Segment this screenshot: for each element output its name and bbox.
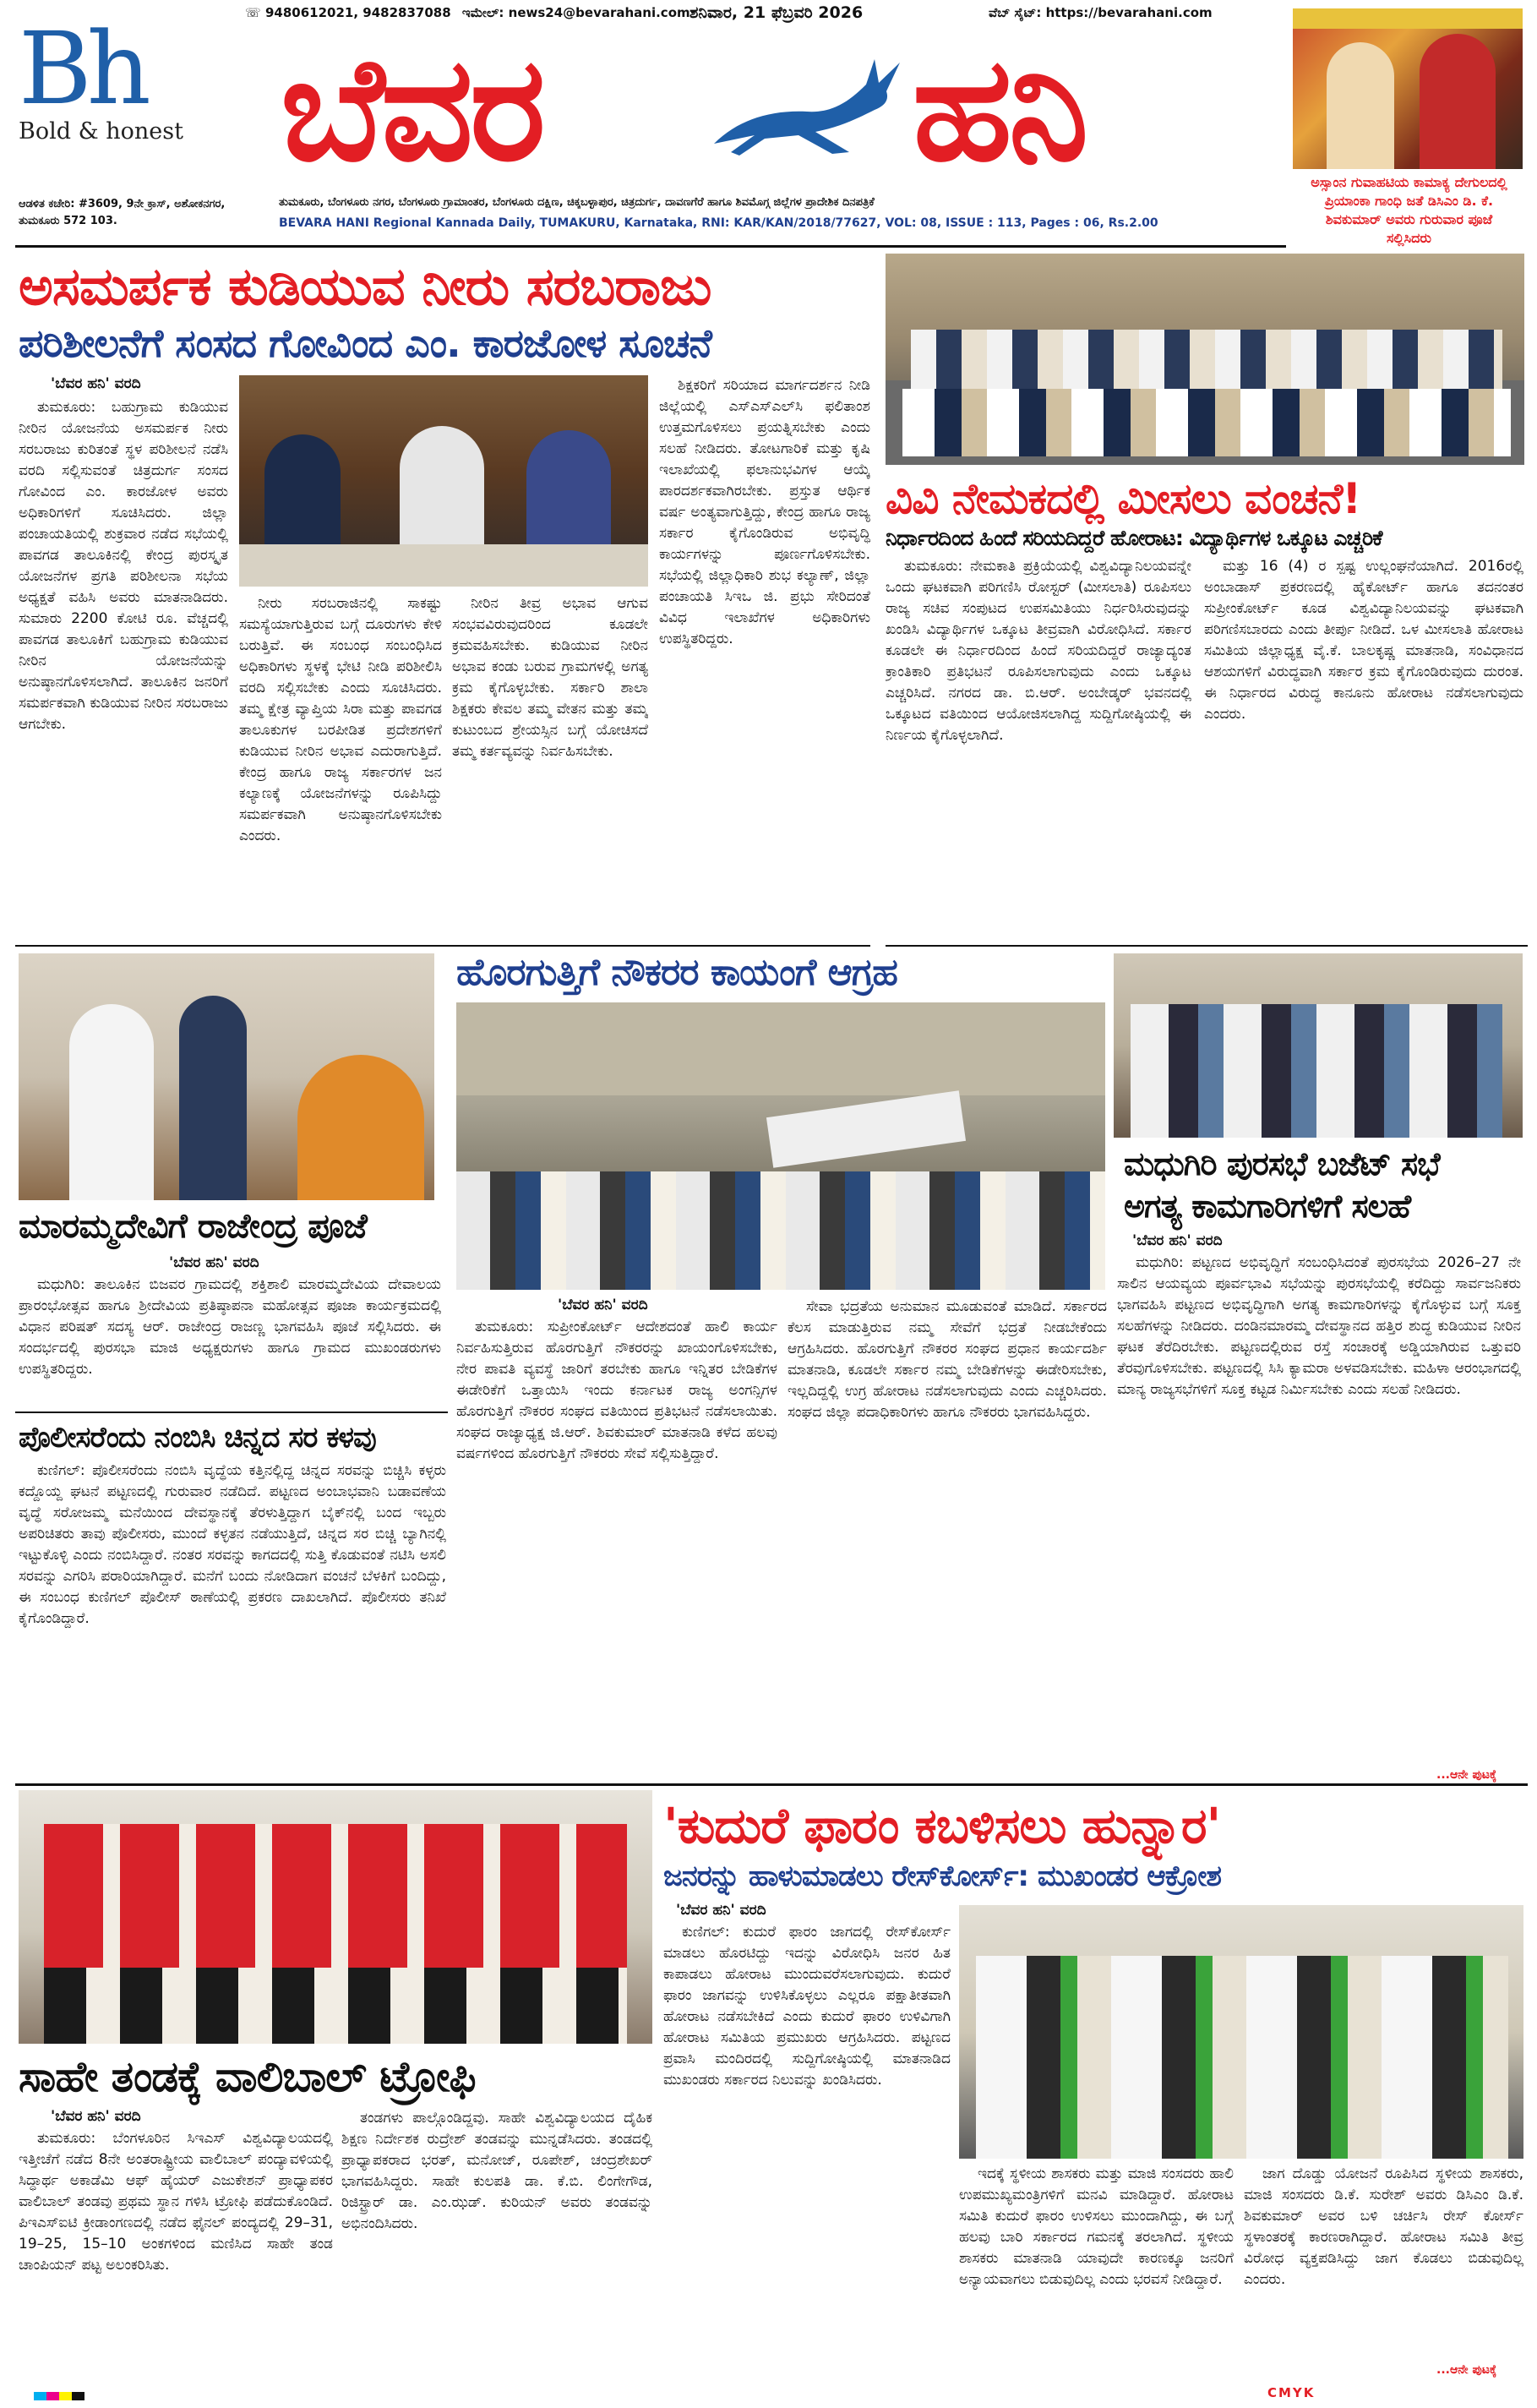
- footer-cmyk: CMYK: [1267, 2385, 1316, 2400]
- story3-photo-puja: [19, 953, 434, 1200]
- story2-col2-text: ಮತ್ತು 16 (4) ರ ಸ್ಪಷ್ಟ ಉಲ್ಲಂಘನೆಯಾಗಿದೆ. 2016ರಲ್ಲಿ ಅಂಬಾಡಾಸ್ ಪ್ರಕರಣದಲ್ಲಿ ಹೈಕೋರ್ಟ್ ಹಾಗೂ ತದನಂತರ ಸುಪ್ರೀಂಕೋರ್ಟ್ ಕೂಡ ವಿಶ್ವವಿದ್ಯಾನಿಲಯವನ್ನು ಘಟಕವಾಗಿ ಪರಿಗಣಿಸಬಾರದು ಎಂದು ತೀರ್ಪು ನೀಡಿದೆ. ಒಳ ಮೀಸಲಾತಿ ಹೋರಾಟ ಸಮಿತಿಯ ಜಿಲ್ಲಾಧ್ಯಕ್ಷ ವೈ.ಕೆ. ಬಾಲಕೃಷ್ಣ ಮಾತನಾಡಿ, ಸಂವಿಧಾನದ ಆಶಯಗಳಿಗೆ ವಿರುದ್ಧವಾಗಿ ಸರ್ಕಾರ ಕ್ರಮ ಕೈಗೊಂಡಿರುವುದು ದುರಂತ. ಈ ನಿರ್ಧಾರದ ವಿರುದ್ಧ ಕಾನೂನು ಹೋರಾಟ ನಡೆಸಲಾಗುವುದು ಎಂದರು.: [1204, 558, 1523, 723]
- story4-column-2: [788, 1297, 1107, 1753]
- story8-continue: ...ಆನೇ ಪುಟಕ್ಕೆ: [1436, 2363, 1497, 2377]
- title-right: ಹನಿ: [913, 26, 1086, 194]
- masthead-divider: [15, 245, 1286, 248]
- story8-column-1: [663, 1922, 951, 2336]
- story4-byline: 'ಬೆವರ ಹನಿ' ವರದಿ: [558, 1297, 648, 1313]
- story4-column-1: [456, 1317, 777, 1756]
- story8-column-3: [1244, 2164, 1523, 2358]
- lead-col4-text: ಶಿಕ್ಷಕರಿಗೆ ಸರಿಯಾದ ಮಾರ್ಗದರ್ಶನ ನೀಡಿ ಜಿಲ್ಲೆಯಲ್ಲಿ ಎಸ್‌ಎಸ್‌ಎಲ್‌ಸಿ ಫಲಿತಾಂಶ ಉತ್ತಮಗೊಳಿಸಲು ಪ್ರಯತ್ನಿಸಬೇಕು ಎಂದು ಸಲಹೆ ನೀಡಿದರು. ತೋಟಗಾರಿಕೆ ಮತ್ತು ಕೃಷಿ ಇಲಾಖೆಯಲ್ಲಿ ಫಲಾನುಭವಿಗಳ ಆಯ್ಕೆ ಪಾರದರ್ಶಕವಾಗಿರಬೇಕು. ಪ್ರಸ್ತುತ ಆರ್ಥಿಕ ವರ್ಷ ಅಂತ್ಯವಾಗುತ್ತಿದ್ದು, ಕೇಂದ್ರ ಹಾಗೂ ರಾಜ್ಯ ಸರ್ಕಾರ ಕೈಗೊಂಡಿರುವ ಅಭಿವೃದ್ಧಿ ಕಾರ್ಯಗಳನ್ನು ಪೂರ್ಣಗೊಳಿಸಬೇಕು. ಸಭೆಯಲ್ಲಿ ಜಿಲ್ಲಾಧಿಕಾರಿ ಶುಭ ಕಲ್ಯಾಣ್, ಜಿಲ್ಲಾ ಪಂಚಾಯತಿ ಸಿಇಒ ಜಿ. ಪ್ರಭು ಸೇರಿದಂತೆ ವಿವಿಧ ಇಲಾಖೆಗಳ ಅಧಿಕಾರಿಗಳು ಉಪಸ್ಥಿತರಿದ್ದರು.: [659, 377, 870, 647]
- story5-byline: 'ಬೆವರ ಹನಿ' ವರದಿ: [1132, 1232, 1223, 1249]
- phone-icon: ☏: [245, 5, 265, 20]
- group-photo-students: [886, 254, 1524, 465]
- story6-body: ಕುಣಿಗಲ್: ಪೊಲೀಸರೆಂದು ನಂಬಿಸಿ ವೃದ್ಧೆಯ ಕತ್ತಿನಲ್ಲಿದ್ದ ಚಿನ್ನದ ಸರವನ್ನು ಬಿಚ್ಚಿಸಿ ಕಳ್ಳರು ಕದ್ದೊಯ್ದ ಘಟನೆ ಪಟ್ಟಣದಲ್ಲಿ ಗುರುವಾರ ನಡೆದಿದೆ. ಪಟ್ಟಣದ ಅಂಬಾಭವಾನಿ ಬಡಾವಣೆಯ ವೃದ್ಧೆ ಸರೋಜಮ್ಮ ಮನೆಯಿಂದ ದೇವಸ್ಥಾನಕ್ಕೆ ತೆರಳುತ್ತಿದ್ದಾಗ ಬೈಕ್‌ನಲ್ಲಿ ಬಂದ ಇಬ್ಬರು ಅಪರಿಚಿತರು ತಾವು ಪೊಲೀಸರು, ಮುಂದೆ ಕಳ್ಳತನ ನಡೆಯುತ್ತಿದೆ, ಚಿನ್ನದ ಸರ ಬಿಚ್ಚಿ ಬ್ಯಾಗಿನಲ್ಲಿ ಇಟ್ಟುಕೊಳ್ಳಿ ಎಂದು ನಂಬಿಸಿದ್ದಾರೆ. ನಂತರ ಸರವನ್ನು ಕಾಗದದಲ್ಲಿ ಸುತ್ತಿ ಕೊಡುವಂತೆ ನಟಿಸಿ ಅಸಲಿ ಸರವನ್ನು ಎಗರಿಸಿ ಪರಾರಿಯಾಗಿದ್ದಾರೆ. ಮನೆಗೆ ಬಂದು ನೋಡಿದಾಗ ವಂಚನೆ ಬೆಳಕಿಗೆ ಬಂದಿದ್ದು, ಈ ಸಂಬಂಧ ಕುಣಿಗಲ್ ಪೊಲೀಸ್ ಠಾಣೆಯಲ್ಲಿ ಪ್ರಕರಣ ದಾಖಲಾಗಿದೆ. ಪೊಲೀಸರು ತನಿಖೆ ಕೈಗೊಂಡಿದ್ದಾರೆ.: [19, 1462, 446, 1627]
- lead-col3-text: ನೀರಿನ ತೀವ್ರ ಅಭಾವ ಆಗುವ ಸಂಭವವಿರುವುದರಿಂದ ಕೂಡಲೇ ಕ್ರಮವಹಿಸಬೇಕು. ಕುಡಿಯುವ ನೀರಿನ ಅಭಾವ ಕಂಡು ಬರುವ ಗ್ರಾಮಗಳಲ್ಲಿ ಅಗತ್ಯ ಕ್ರಮ ಕೈಗೊಳ್ಳಬೇಕು. ಸರ್ಕಾರಿ ಶಾಲಾ ಶಿಕ್ಷಕರು ಕೇವಲ ತಮ್ಮ ವೇತನ ಮತ್ತು ತಮ್ಮ ಕುಟುಂಬದ ಶ್ರೇಯಸ್ಸಿನ ಬಗ್ಗೆ ಯೋಚಿಸದೆ ತಮ್ಮ ಕರ್ತವ್ಯವನ್ನು ನಿರ್ವಹಿಸಬೇಕು.: [452, 595, 648, 760]
- color-bar: [34, 2392, 84, 2400]
- story6-text: [19, 1461, 446, 1782]
- story6-headline: ಪೊಲೀಸರೆಂದು ನಂಬಿಸಿ ಚಿನ್ನದ ಸರ ಕಳವು: [19, 1421, 376, 1455]
- story4-col2-text: ಸೇವಾ ಭದ್ರತೆಯ ಅನುಮಾನ ಮೂಡುವಂತೆ ಮಾಡಿದೆ. ಸರ್ಕಾರದ ಕೆಲಸ ಮಾಡುತ್ತಿರುವ ನಮ್ಮ ಸೇವೆಗೆ ಭದ್ರತೆ ನೀಡಬೇಕೆಂದು ಆಗ್ರಹಿಸಿದರು. ಹೊರಗುತ್ತಿಗೆ ನೌಕರರ ಸಂಘದ ಪ್ರಧಾನ ಕಾರ್ಯದರ್ಶಿ ಮಾತನಾಡಿ, ಕೂಡಲೇ ಸರ್ಕಾರ ನಮ್ಮ ಬೇಡಿಕೆಗಳನ್ನು ಈಡೇರಿಸಬೇಕು, ಇಲ್ಲದಿದ್ದಲ್ಲಿ ಉಗ್ರ ಹೋರಾಟ ನಡೆಸಲಾಗುವುದು ಎಂದು ಎಚ್ಚರಿಸಿದರು. ಸಂಘದ ಜಿಲ್ಲಾ ಪದಾಧಿಕಾರಿಗಳು ಹಾಗೂ ನೌಕರರು ಭಾಗವಹಿಸಿದ್ದರು.: [788, 1298, 1107, 1421]
- lead-headline: ಅಸಮರ್ಪಕ ಕುಡಿಯುವ ನೀರು ಸರಬರಾಜು: [19, 255, 711, 317]
- story5-headline-2: ಅಗತ್ಯ ಕಾಮಗಾರಿಗಳಿಗೆ ಸಲಹೆ: [1124, 1188, 1411, 1225]
- story5-continue: ...ಆನೇ ಪುಟಕ್ಕೆ: [1436, 1768, 1497, 1782]
- contact-email[interactable]: news24@bevarahani.com: [508, 5, 690, 20]
- website-link[interactable]: https://bevarahani.com: [1045, 5, 1213, 20]
- story8-col1-text: ಕುಣಿಗಲ್: ಕುದುರೆ ಫಾರಂ ಜಾಗದಲ್ಲಿ ರೇಸ್‌ಕೋರ್ಸ್ ಮಾಡಲು ಹೊರಟಿದ್ದು ಇದನ್ನು ವಿರೋಧಿಸಿ ಜನರ ಹಿತ ಕಾಪಾಡಲು ಹೋರಾಟ ಮುಂದುವರೆಸಲಾಗುವುದು. ಕುದುರೆ ಫಾರಂ ಜಾಗವನ್ನು ಉಳಿಸಿಕೊಳ್ಳಲು ಎಲ್ಲರೂ ಪಕ್ಷಾತೀತವಾಗಿ ಹೋರಾಟ ನಡೆಸಬೇಕಿದೆ ಎಂದು ಕುದುರೆ ಫಾರಂ ಉಳಿವಿಗಾಗಿ ಹೋರಾಟ ಸಮಿತಿಯ ಪ್ರಮುಖರು ಆಗ್ರಹಿಸಿದರು. ಪಟ್ಟಣದ ಪ್ರವಾಸಿ ಮಂದಿರದಲ್ಲಿ ಸುದ್ದಿಗೋಷ್ಠಿಯಲ್ಲಿ ಮಾತನಾಡಿದ ಮುಖಂಡರು ಸರ್ಕಾರದ ನಿಲುವನ್ನು ಖಂಡಿಸಿದರು.: [663, 1924, 951, 2089]
- story2-headline: ವಿವಿ ನೇಮಕದಲ್ಲಿ ಮೀಸಲು ವಂಚನೆ!: [886, 474, 1361, 523]
- ear-caption: ಅಸ್ಸಾಂನ ಗುವಾಹಟಿಯ ಕಾಮಾಕ್ಯ ದೇಗುಲದಲ್ಲಿ ಪ್ರಿಯಾಂಕಾ ಗಾಂಧಿ ಜತೆ ಡಿಸಿಎಂ ಡಿ. ಕೆ. ಶಿವಕುಮಾರ್ ಅವರು ಗುರುವಾರ ಪೂಜೆ ಸಲ್ಲಿಸಿದರು: [1311, 174, 1507, 246]
- logo-tagline: [19, 118, 221, 145]
- story8-subhead: ಜನರನ್ನು ಹಾಳುಮಾಡಲು ರೇಸ್‌ಕೋರ್ಸ್: ಮುಖಂಡರ ಆಕ್ರೋಶ: [663, 1859, 1222, 1893]
- gazelle-emblem: [706, 51, 917, 161]
- lead-col2-text: ನೀರು ಸರಬರಾಜಿನಲ್ಲಿ ಸಾಕಷ್ಟು ಸಮಸ್ಯೆಯಾಗುತ್ತಿರುವ ಬಗ್ಗೆ ದೂರುಗಳು ಕೇಳಿ ಬರುತ್ತಿವೆ. ಈ ಸಂಬಂಧ ಸಂಬಂಧಿಸಿದ ಅಧಿಕಾರಿಗಳು ಸ್ಥಳಕ್ಕೆ ಭೇಟಿ ನೀಡಿ ಪರಿಶೀಲಿಸಿ ವರದಿ ಸಲ್ಲಿಸಬೇಕು ಎಂದು ಸೂಚಿಸಿದರು. ತಮ್ಮ ಕ್ಷೇತ್ರ ವ್ಯಾಪ್ತಿಯ ಸಿರಾ ಮತ್ತು ಪಾವಗಡ ತಾಲೂಕುಗಳ ಬರಪೀಡಿತ ಪ್ರದೇಶಗಳಿಗೆ ಕುಡಿಯುವ ನೀರಿನ ಅಭಾವ ಎದುರಾಗುತ್ತಿದೆ. ಕೇಂದ್ರ ಹಾಗೂ ರಾಜ್ಯ ಸರ್ಕಾರಗಳ ಜನ ಕಲ್ಯಾಣಕ್ಕೆ ಯೋಜನೆಗಳನ್ನು ರೂಪಿಸಿದ್ದು ಸಮರ್ಪಕವಾಗಿ ಅನುಷ್ಠಾನಗೊಳಿಸಬೇಕು ಎಂದರು.: [239, 595, 442, 844]
- story7-headline: ಸಾಹೇ ತಂಡಕ್ಕೆ ವಾಲಿಬಾಲ್ ಟ್ರೋಫಿ: [19, 2052, 476, 2101]
- story7-col1-text: ತುಮಕೂರು: ಬೆಂಗಳೂರಿನ ಸಿಇಎಸ್ ವಿಶ್ವವಿದ್ಯಾಲಯದಲ್ಲಿ ಇತ್ತೀಚೆಗೆ ನಡೆದ 8ನೇ ಅಂತರಾಷ್ಟ್ರೀಯ ವಾಲಿಬಾಲ್ ಪಂದ್ಯಾವಳಿಯಲ್ಲಿ ಸಿದ್ಧಾರ್ಥ ಅಕಾಡೆಮಿ ಆಫ್ ಹೈಯರ್ ಎಜುಕೇಶನ್‌ ಪ್ರಾಧ್ಯಾಪಕರ ವಾಲಿಬಾಲ್ ತಂಡವು ಪ್ರಥಮ ಸ್ಥಾನ ಗಳಿಸಿ ಟ್ರೋಫಿ ಪಡೆದುಕೊಂಡಿದೆ. ಪಿಇಎಸ್‌ಐಟಿ ಕ್ರೀಡಾಂಗಣದಲ್ಲಿ ನಡೆದ ಫೈನಲ್ ಪಂದ್ಯದಲ್ಲಿ 29–31, 19–25, 15–10 ಅಂಕಗಳಿಂದ ಮಣಿಸಿದ ಸಾಹೇ ತಂಡ ಚಾಂಪಿಯನ್ ಪಟ್ಟ ಅಲಂಕರಿಸಿತು.: [19, 2130, 333, 2274]
- divider-mid-1: [15, 945, 870, 947]
- contact-email-label: ಇಮೇಲ್:: [461, 5, 509, 20]
- registration-line: BEVARA HANI Regional Kannada Daily, TUMAKURU, Karnataka, RNI: KAR/KAN/2018/77627, VOL: 08, ISSUE : 113, Pages : 06, Rs.2.00: [279, 216, 1158, 230]
- coverage-line: ತುಮಕೂರು, ಬೆಂಗಳೂರು ನಗರ, ಬೆಂಗಳೂರು ಗ್ರಾಮಾಂತರ, ಬೆಂಗಳೂರು ದಕ್ಷಿಣ, ಚಿಕ್ಕಬಳ್ಳಾಪುರ, ಚಿತ್ರದುರ್ಗ, ದಾವಣಗೆರೆ ಹಾಗೂ ಶಿವಮೊಗ್ಗ ಜಿಲ್ಲೆಗಳ ಪ್ರಾದೇಶಿಕ ದಿನಪತ್ರಿಕೆ: [279, 196, 875, 209]
- story7-photo-volleyball: [19, 1790, 652, 2044]
- lead-photo-meeting: [239, 375, 648, 587]
- story8-col3-text: ಜಾಗ ದೊಡ್ಡು ಯೋಜನೆ ರೂಪಿಸಿದ ಸ್ಥಳೀಯ ಶಾಸಕರು, ಮಾಜಿ ಸಂಸದರು ಡಿ.ಕೆ. ಸುರೇಶ್ ಅವರು ಡಿಸಿಎಂ ಡಿ.ಕೆ. ಶಿವಕುಮಾರ್ ಅವರ ಬಳಿ ಚರ್ಚಿಸಿ ರೇಸ್ ಕೋರ್ಸ್ ಸ್ಥಳಾಂತರಕ್ಕೆ ಕಾರಣರಾಗಿದ್ದಾರೆ. ಹೋರಾಟ ಸಮಿತಿ ತೀವ್ರ ವಿರೋಧ ವ್ಯಕ್ತಪಡಿಸಿದ್ದು ಜಾಗ ಕೊಡಲು ಬಿಡುವುದಿಲ್ಲ ಎಂದರು.: [1244, 2165, 1523, 2288]
- logo-tagline-text: Bold & honest: [19, 118, 183, 145]
- logo: [19, 10, 221, 183]
- ear-photo: [1293, 8, 1523, 169]
- story3-headline: ಮಾರಮ್ಮದೇವಿಗೆ ರಾಜೇಂದ್ರ ಪೂಜೆ: [19, 1207, 367, 1246]
- story3-body: ಮಧುಗಿರಿ: ತಾಲೂಕಿನ ಬಿಜವರ ಗ್ರಾಮದಲ್ಲಿ ಶಕ್ತಿಶಾಲಿ ಮಾರಮ್ಮದೇವಿಯ ದೇವಾಲಯ ಪ್ರಾರಂಭೋತ್ಸವ ಹಾಗೂ ಶ್ರೀದೇವಿಯ ಪ್ರತಿಷ್ಠಾಪನಾ ಮಹೋತ್ಸವ ಪೂಜಾ ಕಾರ್ಯಕ್ರಮದಲ್ಲಿ ವಿಧಾನ ಪರಿಷತ್ ಸದಸ್ಯ ಆರ್. ರಾಜೇಂದ್ರ ರಾಜಣ್ಣ ಭಾಗವಹಿಸಿ ಪೂಜೆ ಸಲ್ಲಿಸಿದರು. ಈ ಸಂದರ್ಭದಲ್ಲಿ ಪುರಸಭಾ ಮಾಜಿ ಅಧ್ಯಕ್ಷರುಗಳು ಹಾಗೂ ಗ್ರಾಮದ ಮುಖಂಡರುಗಳು ಉಪಸ್ಥಿತರಿದ್ದರು.: [19, 1276, 441, 1378]
- story5-headline-1: ಮಧುಗಿರಿ ಪುರಸಭೆ ಬಜೆಟ್ ಸಭೆ: [1124, 1145, 1440, 1182]
- story5-text: [1117, 1253, 1521, 1760]
- logo-letters: Bh: [19, 10, 146, 127]
- story8-column-2: [959, 2164, 1234, 2375]
- story4-photo-protest: [456, 1002, 1105, 1290]
- office-address: ಆಡಳಿತ ಕಚೇರಿ: #3609, 9ನೇ ಕ್ರಾಸ್, ಅಶೋಕನಗರ, ತುಮಕೂರು 572 103.: [19, 198, 226, 227]
- story8-photo-leaders: [959, 1905, 1523, 2159]
- story7-column-2: [341, 2108, 652, 2373]
- story3-text: [19, 1275, 441, 1410]
- lead-col1-text: ತುಮಕೂರು: ಬಹುಗ್ರಾಮ ಕುಡಿಯುವ ನೀರಿನ ಯೋಜನೆಯ ಅಸಮರ್ಪಕ ನೀರು ಸರಬರಾಜು ಕುರಿತಂತೆ ಸ್ಥಳ ಪರಿಶೀಲನೆ ನಡೆಸಿ ವರದಿ ಸಲ್ಲಿಸುವಂತೆ ಚಿತ್ರದುರ್ಗ ಸಂಸದ ಗೋವಿಂದ ಎಂ. ಕಾರಜೋಳ ಅವರು ಅಧಿಕಾರಿಗಳಿಗೆ ಸೂಚಿಸಿದರು. ಜಿಲ್ಲಾ ಪಂಚಾಯತಿಯಲ್ಲಿ ಶುಕ್ರವಾರ ನಡೆದ ಸಭೆಯಲ್ಲಿ ಪಾವಗಡ ತಾಲೂಕಿನಲ್ಲಿ ಕೇಂದ್ರ ಪುರಸ್ಕೃತ ಯೋಜನೆಗಳ ಪ್ರಗತಿ ಪರಿಶೀಲನಾ ಸಭೆಯ ಅಧ್ಯಕ್ಷತೆ ವಹಿಸಿ ಅವರು ಮಾತನಾಡಿದರು. ಸುಮಾರು 2200 ಕೋಟಿ ರೂ. ವೆಚ್ಚದಲ್ಲಿ ಪಾವಗಡ ತಾಲೂಕಿಗೆ ಬಹುಗ್ರಾಮ ಕುಡಿಯುವ ನೀರಿನ ಯೋಜನೆಯನ್ನು ಅನುಷ್ಠಾನಗೊಳಿಸಲಾಗಿದೆ. ತಾಲೂಕಿನ ಜನರಿಗೆ ಸಮರ್ಪಕವಾಗಿ ಕುಡಿಯುವ ನೀರಿನ ಸರಬರಾಜು ಆಗಬೇಕು.: [19, 399, 228, 733]
- divider-story6: [15, 1411, 448, 1413]
- divider-mid-2: [886, 945, 1528, 947]
- story8-byline: 'ಬೆವರ ಹನಿ' ವರದಿ: [676, 1902, 766, 1919]
- title-left: ಬೆವರ: [281, 26, 542, 194]
- story4-headline: ಹೊರಗುತ್ತಿಗೆ ನೌಕರರ ಕಾಯಂಗೆ ಆಗ್ರಹ: [456, 951, 897, 994]
- story4-col1-text: ತುಮಕೂರು: ಸುಪ್ರೀಂಕೋರ್ಟ್ ಆದೇಶದಂತೆ ಹಾಲಿ ಕಾರ್ಯ ನಿರ್ವಹಿಸುತ್ತಿರುವ ಹೊರಗುತ್ತಿಗೆ ನೌಕರರನ್ನು ಖಾಯಂಗೊಳಿಸಬೇಕು, ನೇರ ಪಾವತಿ ವ್ಯವಸ್ಥೆ ಜಾರಿಗೆ ತರಬೇಕು ಹಾಗೂ ಇನ್ನಿತರ ಬೇಡಿಕೆಗಳ ಈಡೇರಿಕೆಗೆ ಒತ್ತಾಯಿಸಿ ಇಂದು ಕರ್ನಾಟಕ ರಾಜ್ಯ ಅಂಗನ್ಸಿಗಳ ಹೊರಗುತ್ತಿಗೆ ನೌಕರರ ಸಂಘದ ವತಿಯಿಂದ ಪ್ರತಿಭಟನೆ ನಡೆಸಲಾಯಿತು. ಸಂಘದ ರಾಜ್ಯಾಧ್ಯಕ್ಷ ಜಿ.ಆರ್. ಶಿವಕುಮಾರ್ ಮಾತನಾಡಿ ಕಳೆದ ಹಲವು ವರ್ಷಗಳಿಂದ ಹೊರಗುತ್ತಿಗೆ ನೌಕರರು ಸೇವೆ ಸಲ್ಲಿಸುತ್ತಿದ್ದಾರೆ.: [456, 1319, 777, 1462]
- website-label: ವೆಬ್ ಸೈಟ್:: [989, 5, 1046, 20]
- contact-phones: 9480612021, 9482837088: [264, 5, 451, 20]
- story7-byline: 'ಬೆವರ ಹನಿ' ವರದಿ: [51, 2108, 141, 2125]
- story5-body: ಮಧುಗಿರಿ: ಪಟ್ಟಣದ ಅಭಿವೃದ್ಧಿಗೆ ಸಂಬಂಧಿಸಿದಂತೆ ಪುರಸಭೆಯ 2026–27 ನೇ ಸಾಲಿನ ಆಯವ್ಯಯ ಪೂರ್ವಭಾವಿ ಸಭೆಯನ್ನು ಪುರಸಭೆಯಲ್ಲಿ ಕರೆದಿದ್ದು ಸಾರ್ವಜನಿಕರು ಭಾಗವಹಿಸಿ ಪಟ್ಟಣದ ಅಭಿವೃದ್ಧಿಗಾಗಿ ಅಗತ್ಯ ಕಾಮಗಾರಿಗಳನ್ನು ಕೈಗೊಳ್ಳುವ ಬಗ್ಗೆ ಸೂಕ್ತ ಸಲಹೆಗಳನ್ನು ನೀಡಿದರು. ದಂಡಿನಮಾರಮ್ಮ ದೇವಸ್ಥಾನದ ಹತ್ತಿರ ಶುದ್ಧ ಕುಡಿಯುವ ನೀರಿನ ಘಟಕ ತೆರೆದಿರಬೇಕು. ಪಟ್ಟಣದಲ್ಲಿರುವ ರಸ್ತೆ ಸಂಚಾರಕ್ಕೆ ಅಡ್ಡಿಯಾಗಿರುವ ಒತ್ತುವರಿ ತೆರವುಗೊಳಿಸಬೇಕು. ಪಟ್ಟಣದಲ್ಲಿ ಸಿಸಿ ಕ್ಯಾಮರಾ ಅಳವಡಿಸಬೇಕು. ಮಹಿಳಾ ಆರಂಭಾಗದಲ್ಲಿ ಮಾನ್ಯ ರಾಜ್ಯಸಭೆಗಳಿಗೆ ಸೂಕ್ತ ಕಟ್ಟಡ ನಿರ್ಮಿಸಬೇಕು ಎಂದು ಸಲಹೆ ನೀಡಿದರು.: [1117, 1254, 1521, 1398]
- contact-line: [245, 5, 690, 20]
- story8-headline: 'ಕುದುರೆ ಫಾರಂ ಕಬಳಿಸಲು ಹುನ್ನಾರ': [663, 1797, 1221, 1854]
- website-line: [989, 5, 1213, 20]
- lead-byline: 'ಬೆವರ ಹನಿ' ವರದಿ: [51, 375, 141, 392]
- story5-photo-meeting: [1114, 953, 1523, 1138]
- story3-byline: 'ಬೆವರ ಹನಿ' ವರದಿ: [169, 1254, 259, 1271]
- story7-column-1: [19, 2128, 333, 2373]
- story2-col1-text: ತುಮಕೂರು: ನೇಮಕಾತಿ ಪ್ರಕ್ರಿಯೆಯಲ್ಲಿ ವಿಶ್ವವಿದ್ಯಾನಿಲಯವನ್ನೇ ಒಂದು ಘಟಕವಾಗಿ ಪರಿಗಣಿಸಿ ರೋಸ್ಟರ್ (ಮೀಸಲಾತಿ) ರೂಪಿಸಲು ರಾಜ್ಯ ಸಚಿವ ಸಂಪುಟದ ಉಪಸಮಿತಿಯು ನಿರ್ಧರಿಸಿರುವುದನ್ನು ಖಂಡಿಸಿ ವಿದ್ಯಾರ್ಥಿಗಳ ಒಕ್ಕೂಟ ತೀವ್ರವಾಗಿ ವಿರೋಧಿಸಿದೆ. ಸರ್ಕಾರ ಕೂಡಲೇ ಈ ನಿರ್ಧಾರದಿಂದ ಹಿಂದೆ ಸರಿಯದಿದ್ದರೆ ರಾಜ್ಯಾದ್ಯಂತ ಕ್ರಾಂತಿಕಾರಿ ಪ್ರತಿಭಟನೆ ರೂಪಿಸಲಾಗುವುದು ಎಂದು ಒಕ್ಕೂಟ ಎಚ್ಚರಿಸಿದೆ. ನಗರದ ಡಾ. ಬಿ.ಆರ್. ಅಂಬೇಡ್ಕರ್ ಭವನದಲ್ಲಿ ಒಕ್ಕೂಟದ ವತಿಯಿಂದ ಆಯೋಜಿಸಲಾಗಿದ್ದ ಸುದ್ದಿಗೋಷ್ಠಿಯಲ್ಲಿ ಈ ನಿರ್ಣಯ ಕೈಗೊಳ್ಳಲಾಗಿದೆ.: [886, 558, 1191, 744]
- story2-subhead: ನಿರ್ಧಾರದಿಂದ ಹಿಂದೆ ಸರಿಯದಿದ್ದರೆ ಹೋರಾಟ: ವಿದ್ಯಾರ್ಥಿಗಳ ಒಕ್ಕೂಟ ಎಚ್ಚರಿಕೆ: [886, 526, 1382, 550]
- story7-col2-text: ತಂಡಗಳು ಪಾಲ್ಗೊಂಡಿದ್ದವು. ಸಾಹೇ ವಿಶ್ವವಿದ್ಯಾಲಯದ ದೈಹಿಕ ಶಿಕ್ಷಣ ನಿರ್ದೇಶಕ ರುದ್ರೇಶ್ ತಂಡವನ್ನು ಮುನ್ನಡೆಸಿದರು. ತಂಡದಲ್ಲಿ ಪ್ರಾಧ್ಯಾಪಕರಾದ ಭರತ್, ಮನೋಜ್, ರೂಪೇಶ್, ಚಂದ್ರಶೇಖರ್ ಭಾಗವಹಿಸಿದ್ದರು. ಸಾಹೇ ಕುಲಪತಿ ಡಾ. ಕೆ.ಬಿ. ಲಿಂಗೇಗೌಡ, ರಿಜಿಸ್ಟ್ರಾರ್ ಡಾ. ಎಂ.ಝಡ್. ಕುರಿಯನ್ ಅವರು ತಂಡವನ್ನು ಅಭಿನಂದಿಸಿದರು.: [341, 2110, 652, 2232]
- divider-lower: [15, 1783, 1528, 1786]
- story8-col2-text: ಇದಕ್ಕೆ ಸ್ಥಳೀಯ ಶಾಸಕರು ಮತ್ತು ಮಾಜಿ ಸಂಸದರು ಹಾಲಿ ಉಪಮುಖ್ಯಮಂತ್ರಿಗಳಿಗೆ ಮನವಿ ಮಾಡಿದ್ದಾರೆ. ಹೋರಾಟ ಸಮಿತಿ ಕುದುರೆ ಫಾರಂ ಉಳಿಸಲು ಮುಂದಾಗಿದ್ದು, ಈ ಬಗ್ಗೆ ಹಲವು ಬಾರಿ ಸರ್ಕಾರದ ಗಮನಕ್ಕೆ ತರಲಾಗಿದೆ. ಸ್ಥಳೀಯ ಶಾಸಕರು ಮಾತನಾಡಿ ಯಾವುದೇ ಕಾರಣಕ್ಕೂ ಜನರಿಗೆ ಅನ್ಯಾಯವಾಗಲು ಬಿಡುವುದಿಲ್ಲ ಎಂದು ಭರವಸೆ ನೀಡಿದ್ದಾರೆ.: [959, 2165, 1234, 2288]
- issue-date: ಶನಿವಾರ, 21 ಫೆಬ್ರವರಿ 2026: [689, 3, 864, 22]
- lead-subhead: ಪರಿಶೀಲನೆಗೆ ಸಂಸದ ಗೋವಿಂದ ಎಂ. ಕಾರಜೋಳ ಸೂಚನೆ: [19, 320, 711, 366]
